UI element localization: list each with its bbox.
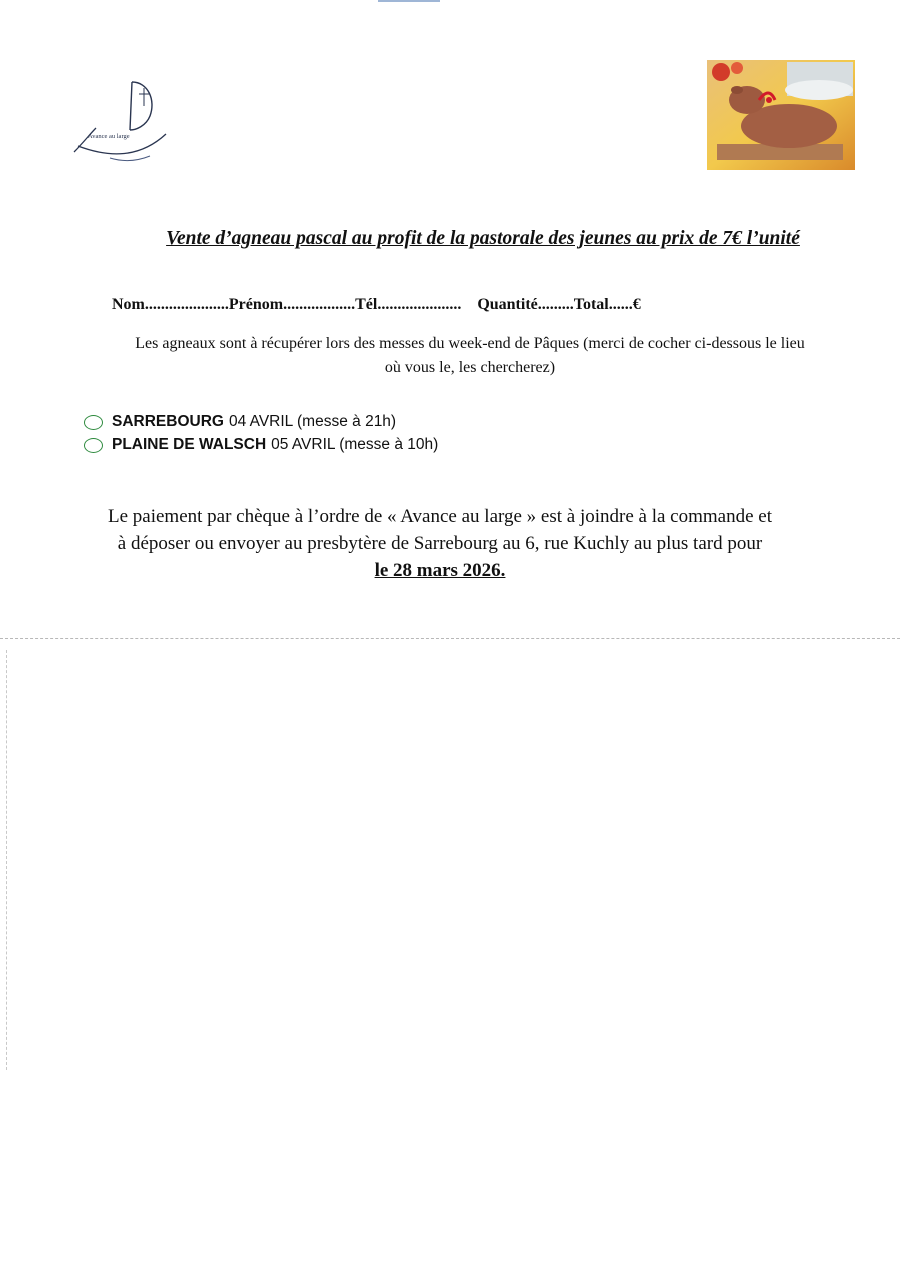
pickup-info [80,332,860,380]
total-field[interactable]: ...... [608,296,633,313]
pickup-info-line-2: où vous le, les chercherez) [384,359,556,376]
tel-field[interactable]: ..................... [377,296,462,313]
radio-circle-icon[interactable] [84,415,103,430]
pickup-info-line-1: Les agneaux sont à récupérer lors des messes du week-end de Pâques (merci de cocher ci-dessous le lieu [135,335,805,352]
tel-label: Tél [355,296,378,313]
prenom-field[interactable]: .................. [283,296,356,313]
prenom-label: Prénom [228,296,284,313]
option-detail: 04 AVRIL (messe à 21h) [228,413,397,430]
euro-sign: € [632,296,641,313]
nom-field[interactable]: ..................... [144,296,229,313]
lamb-cake-photo [707,60,855,170]
total-label: Total [573,296,609,313]
scan-mark [378,0,440,2]
option-detail: 05 AVRIL (messe à 10h) [271,436,439,453]
option-sarrebourg[interactable] [84,413,396,431]
quantite-field[interactable]: ......... [537,296,574,313]
cut-line [0,638,900,639]
scan-edge [6,650,7,1070]
payment-line-1: Le paiement par chèque à l’ordre de « Avance au large » est à joindre à la commande et [108,506,772,527]
payment-line-2: à déposer ou envoyer au presbytère de Sarrebourg au 6, rue Kuchly au plus tard pour [117,533,763,554]
logo-text: Avance au large [88,133,130,140]
payment-deadline: le 28 mars 2026. [374,560,506,581]
radio-circle-icon[interactable] [84,438,103,453]
option-name: SARREBOURG [112,413,224,430]
payment-instructions [40,503,840,584]
nom-label: Nom [112,296,145,313]
option-plaine-de-walsch[interactable] [84,436,438,454]
page-title: Vente d’agneau pascal au profit de la pastorale des jeunes au prix de 7€ l’unité [166,228,800,249]
quantite-label: Quantité [477,296,538,313]
parish-logo [70,72,172,164]
option-name: PLAINE DE WALSCH [112,436,267,453]
order-form-line [112,296,852,314]
